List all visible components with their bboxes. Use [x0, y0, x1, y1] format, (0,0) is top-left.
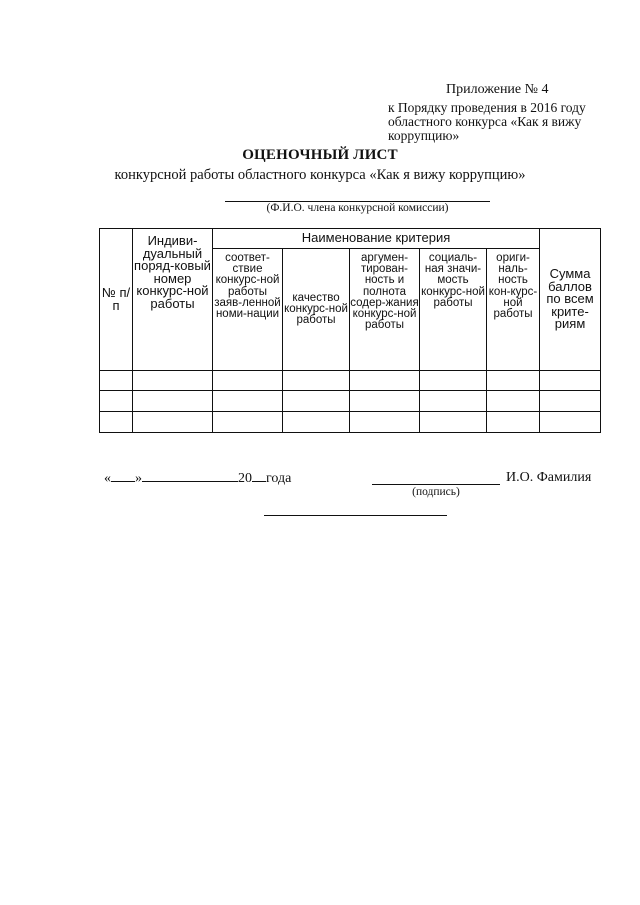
date-field — [104, 470, 291, 487]
table-cell[interactable] — [100, 412, 133, 433]
table-cell[interactable] — [133, 412, 213, 433]
table-row — [100, 371, 601, 391]
table-cell[interactable] — [133, 391, 213, 412]
table-cell[interactable] — [540, 391, 601, 412]
header-individual-id: Индиви-дуальный поряд-ковый номер конкурс-ной работы — [133, 229, 213, 371]
date-open-quote: « — [104, 471, 111, 486]
table-cell[interactable] — [213, 391, 283, 412]
header-number: № п/п — [100, 229, 133, 371]
year-blank[interactable] — [252, 470, 266, 482]
table-cell[interactable] — [540, 412, 601, 433]
day-blank[interactable] — [111, 470, 135, 482]
month-blank[interactable] — [142, 470, 238, 482]
appendix-line-2: областного конкурса «Как я вижу — [388, 114, 582, 129]
table-cell[interactable] — [350, 391, 420, 412]
table-cell[interactable] — [100, 391, 133, 412]
signer-name: И.О. Фамилия — [506, 470, 592, 485]
signature-line[interactable] — [372, 484, 500, 485]
header-criterion-3: аргумен-тирован-ность и полнота содер-жания конкурс-ной работы — [350, 249, 420, 371]
header-criteria: Наименование критерия — [213, 229, 540, 249]
table-cell[interactable] — [213, 412, 283, 433]
date-close-quote: » — [135, 471, 142, 486]
fio-caption: (Ф.И.О. члена конкурсной комиссии) — [266, 202, 449, 214]
document-title: ОЦЕНОЧНЫЙ ЛИСТ — [242, 147, 398, 163]
signature-caption: (подпись) — [412, 486, 460, 498]
evaluation-table — [99, 228, 601, 433]
table-cell[interactable] — [283, 412, 350, 433]
header-criterion-5: ориги-наль-ность кон-курс-ной работы — [487, 249, 540, 371]
table-cell[interactable] — [350, 412, 420, 433]
table-row — [100, 391, 601, 412]
table-cell[interactable] — [100, 371, 133, 391]
table-cell[interactable] — [420, 371, 487, 391]
header-criterion-2: качество конкурс-ной работы — [283, 249, 350, 371]
year-prefix: 20 — [238, 471, 252, 486]
appendix-block — [388, 83, 628, 143]
table-cell[interactable] — [283, 371, 350, 391]
table-cell[interactable] — [133, 371, 213, 391]
table-cell[interactable] — [487, 371, 540, 391]
table-cell[interactable] — [420, 391, 487, 412]
year-word: года — [266, 471, 292, 486]
table-cell[interactable] — [487, 391, 540, 412]
appendix-line-3: коррупцию» — [388, 128, 460, 143]
appendix-number: Приложение № 4 — [446, 82, 549, 97]
table-cell[interactable] — [420, 412, 487, 433]
table-cell[interactable] — [350, 371, 420, 391]
table-cell[interactable] — [283, 391, 350, 412]
header-criterion-4: социаль-ная значи-мость конкурс-ной работы — [420, 249, 487, 371]
document-subtitle: конкурсной работы областного конкурса «Как я вижу коррупцию» — [114, 167, 526, 183]
table-cell[interactable] — [540, 371, 601, 391]
appendix-line-1: к Порядку проведения в 2016 году — [388, 100, 586, 115]
table-cell[interactable] — [213, 371, 283, 391]
bottom-blank-line[interactable] — [264, 515, 447, 516]
table-cell[interactable] — [487, 412, 540, 433]
header-sum: Сумма баллов по всем крите-риям — [540, 229, 601, 371]
header-criterion-1: соответ-ствие конкурс-ной работы заяв-ленной номи-нации — [213, 249, 283, 371]
table-row — [100, 412, 601, 433]
